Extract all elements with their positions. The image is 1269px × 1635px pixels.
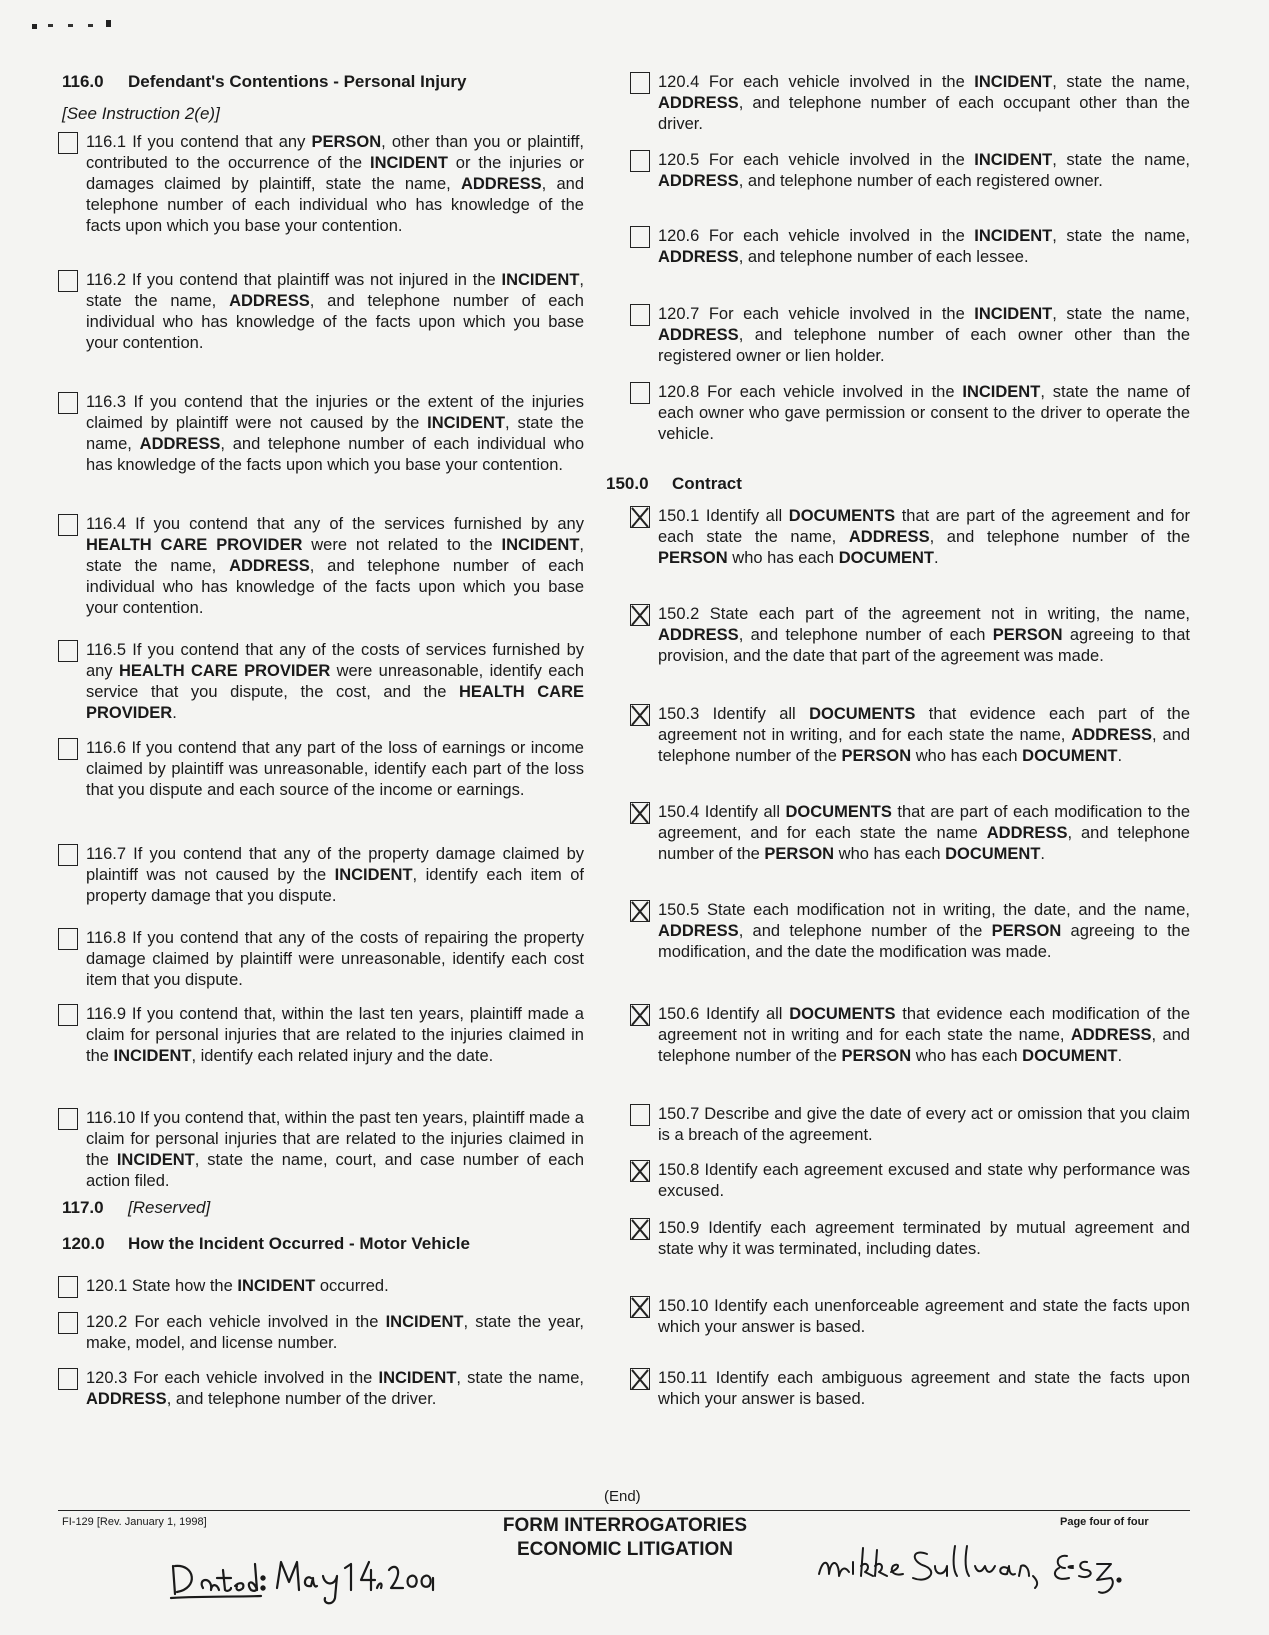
unchecked-checkbox[interactable]	[58, 1004, 78, 1026]
unchecked-checkbox[interactable]	[58, 738, 78, 760]
interrogatory-150-11	[630, 1368, 1190, 1410]
interrogatory-120-8	[630, 382, 1190, 445]
handwritten-signature	[815, 1538, 1175, 1598]
interrogatory-text: 116.7 If you contend that any of the property damage claimed by plaintiff was not caused by the INCIDENT, identify each item of property damage that you dispute.	[86, 845, 584, 905]
checked-checkbox[interactable]	[630, 704, 650, 726]
interrogatory-120-4	[630, 72, 1190, 135]
checked-checkbox[interactable]	[630, 802, 650, 824]
checked-checkbox[interactable]	[630, 506, 650, 528]
unchecked-checkbox[interactable]	[58, 928, 78, 950]
interrogatory-text: 150.6 Identify all DOCUMENTS that evidence each modification of the agreement not in writing and for each state the name, ADDRESS, and telephone number of the PERSON who has each DOCUMENT.	[658, 1005, 1190, 1065]
interrogatory-150-4	[630, 802, 1190, 865]
interrogatory-text: 116.6 If you contend that any part of the loss of earnings or income claimed by plaintiff was unreasonable, identify each part of the loss that you dispute and each source of the income or earnings.	[86, 739, 584, 799]
interrogatory-116-3	[58, 392, 584, 476]
left-column	[58, 72, 584, 1472]
unchecked-checkbox[interactable]	[630, 1104, 650, 1126]
unchecked-checkbox[interactable]	[58, 1312, 78, 1334]
interrogatory-116-8	[58, 928, 584, 991]
section-instruction: [See Instruction 2(e)]	[62, 104, 220, 123]
interrogatory-text: 120.3 For each vehicle involved in the INCIDENT, state the name, ADDRESS, and telephone number of the driver.	[86, 1369, 584, 1408]
unchecked-checkbox[interactable]	[58, 1368, 78, 1390]
unchecked-checkbox[interactable]	[58, 132, 78, 154]
interrogatory-116-7	[58, 844, 584, 907]
interrogatory-text: 116.10 If you contend that, within the past ten years, plaintiff made a claim for personal injuries that are related to the injuries claimed in the INCIDENT, state the name, court, and case number of each action filed.	[86, 1109, 584, 1190]
section-heading-120: 120.0 How the Incident Occurred - Motor Vehicle	[62, 1234, 470, 1253]
unchecked-checkbox[interactable]	[58, 844, 78, 866]
handwritten-date	[165, 1548, 435, 1610]
interrogatory-text: 120.4 For each vehicle involved in the INCIDENT, state the name, ADDRESS, and telephone number of each occupant other than the driver.	[658, 73, 1190, 133]
interrogatory-text: 116.2 If you contend that plaintiff was not injured in the INCIDENT, state the name, ADDRESS, and telephone number of each individual who has knowledge of the facts upon which you base your contention.	[86, 271, 584, 352]
checked-checkbox[interactable]	[630, 900, 650, 922]
interrogatory-116-6	[58, 738, 584, 801]
interrogatory-text: 150.11 Identify each ambiguous agreement and state the facts upon which your answer is based.	[658, 1369, 1190, 1408]
interrogatory-text: 116.1 If you contend that any PERSON, other than you or plaintiff, contributed to the occurrence of the INCIDENT or the injuries or damages claimed by plaintiff, state the name, ADDRESS, and telephone number of each individual who has knowledge of the facts upon which you base your contention.	[86, 133, 585, 235]
interrogatory-150-2	[630, 604, 1190, 667]
interrogatory-120-6	[630, 226, 1190, 268]
interrogatory-116-2	[58, 270, 584, 354]
unchecked-checkbox[interactable]	[630, 382, 650, 404]
interrogatory-150-9	[630, 1218, 1190, 1260]
interrogatory-120-2	[58, 1312, 584, 1354]
interrogatory-text: 120.7 For each vehicle involved in the INCIDENT, state the name, ADDRESS, and telephone number of each owner other than the registered owner or lien holder.	[658, 305, 1190, 365]
unchecked-checkbox[interactable]	[58, 1108, 78, 1130]
interrogatory-120-7	[630, 304, 1190, 367]
unchecked-checkbox[interactable]	[630, 304, 650, 326]
interrogatory-text: 116.5 If you contend that any of the costs of services furnished by any HEALTH CARE PROVIDER were unreasonable, identify each service that you dispute, the cost, and the HEALTH CARE PROVIDER.	[86, 641, 585, 722]
interrogatory-text: 120.5 For each vehicle involved in the INCIDENT, state the name, ADDRESS, and telephone number of each registered owner.	[658, 151, 1190, 190]
interrogatory-text: 150.3 Identify all DOCUMENTS that evidence each part of the agreement not in writing, and for each state the name, ADDRESS, and telephone number of the PERSON who has each DOCUMENT.	[658, 705, 1191, 765]
interrogatory-150-10	[630, 1296, 1190, 1338]
interrogatory-text: 150.5 State each modification not in writing, the date, and the name, ADDRESS, and telephone number of the PERSON agreeing to the modification, and the date the modification was made.	[658, 901, 1191, 961]
interrogatory-150-5	[630, 900, 1190, 963]
interrogatory-text: 150.9 Identify each agreement terminated by mutual agreement and state why it was terminated, including dates.	[658, 1219, 1190, 1258]
section-heading-150: 150.0 Contract	[606, 474, 742, 493]
footer-rule	[58, 1510, 1190, 1511]
interrogatory-text: 150.10 Identify each unenforceable agreement and state the facts upon which your answer is based.	[658, 1297, 1190, 1336]
unchecked-checkbox[interactable]	[630, 150, 650, 172]
interrogatory-150-8	[630, 1160, 1190, 1202]
interrogatory-120-3	[58, 1368, 584, 1410]
unchecked-checkbox[interactable]	[58, 392, 78, 414]
unchecked-checkbox[interactable]	[58, 514, 78, 536]
scan-mark	[30, 18, 116, 32]
interrogatory-text: 116.8 If you contend that any of the costs of repairing the property damage claimed by plaintiff were unreasonable, identify each cost item that you dispute.	[86, 929, 584, 989]
checked-checkbox[interactable]	[630, 1004, 650, 1026]
interrogatory-text: 116.3 If you contend that the injuries or the extent of the injuries claimed by plaintiff were not caused by the INCIDENT, state the name, ADDRESS, and telephone number of each individual who has knowledge of the facts upon which you base your contention.	[86, 393, 584, 474]
interrogatory-150-7	[630, 1104, 1190, 1146]
interrogatory-116-10	[58, 1108, 584, 1192]
interrogatory-text: 150.7 Describe and give the date of every act or omission that you claim is a breach of the agreement.	[658, 1105, 1190, 1144]
checked-checkbox[interactable]	[630, 1368, 650, 1390]
interrogatory-116-4	[58, 514, 584, 619]
interrogatory-text: 150.2 State each part of the agreement not in writing, the name, ADDRESS, and telephone number of each PERSON agreeing to that provision, and the date that part of the agreement was made.	[658, 605, 1190, 665]
interrogatory-text: 150.8 Identify each agreement excused and state why performance was excused.	[658, 1161, 1190, 1200]
section-heading-117: 117.0 [Reserved]	[62, 1198, 211, 1217]
unchecked-checkbox[interactable]	[58, 640, 78, 662]
interrogatory-text: 120.2 For each vehicle involved in the INCIDENT, state the year, make, model, and license number.	[86, 1313, 584, 1352]
interrogatory-120-5	[630, 150, 1190, 192]
end-marker: (End)	[604, 1488, 641, 1505]
interrogatory-text: 116.4 If you contend that any of the services furnished by any HEALTH CARE PROVIDER were not related to the INCIDENT, state the name, ADDRESS, and telephone number of each individual who has knowledge of the facts upon which you base your contention.	[86, 515, 584, 617]
interrogatory-116-9	[58, 1004, 584, 1067]
page-count: Page four of four	[1060, 1516, 1149, 1528]
checked-checkbox[interactable]	[630, 1160, 650, 1182]
unchecked-checkbox[interactable]	[58, 1276, 78, 1298]
interrogatory-116-5	[58, 640, 584, 724]
right-column	[606, 72, 1191, 1472]
unchecked-checkbox[interactable]	[630, 226, 650, 248]
unchecked-checkbox[interactable]	[630, 72, 650, 94]
checked-checkbox[interactable]	[630, 1218, 650, 1240]
interrogatory-text: 116.9 If you contend that, within the last ten years, plaintiff made a claim for personal injuries that are related to the injuries claimed in the INCIDENT, identify each related injury and the date.	[86, 1005, 584, 1065]
interrogatory-text: 150.4 Identify all DOCUMENTS that are part of each modification to the agreement, and for each state the name ADDRESS, and telephone number of the PERSON who has each DOCUMENT.	[658, 803, 1190, 863]
checked-checkbox[interactable]	[630, 604, 650, 626]
interrogatory-150-6	[630, 1004, 1190, 1067]
interrogatory-text: 120.1 State how the INCIDENT occurred.	[86, 1277, 389, 1295]
interrogatory-120-1	[58, 1276, 584, 1298]
section-heading-116: 116.0 Defendant's Contentions - Personal Injury	[62, 72, 467, 91]
interrogatory-text: 120.6 For each vehicle involved in the INCIDENT, state the name, ADDRESS, and telephone number of each lessee.	[658, 227, 1190, 266]
interrogatory-text: 120.8 For each vehicle involved in the INCIDENT, state the name of each owner who gave permission or consent to the driver to operate the vehicle.	[658, 383, 1191, 443]
interrogatory-116-1	[58, 132, 584, 237]
checked-checkbox[interactable]	[630, 1296, 650, 1318]
unchecked-checkbox[interactable]	[58, 270, 78, 292]
interrogatory-150-3	[630, 704, 1190, 767]
form-code: FI-129 [Rev. January 1, 1998]	[62, 1516, 207, 1528]
interrogatory-150-1	[630, 506, 1190, 569]
form-title: FORM INTERROGATORIES ECONOMIC LITIGATION	[502, 1515, 748, 1560]
interrogatory-text: 150.1 Identify all DOCUMENTS that are part of the agreement and for each state the name, ADDRESS, and telephone number of the PERSON who has each DOCUMENT.	[658, 507, 1191, 567]
